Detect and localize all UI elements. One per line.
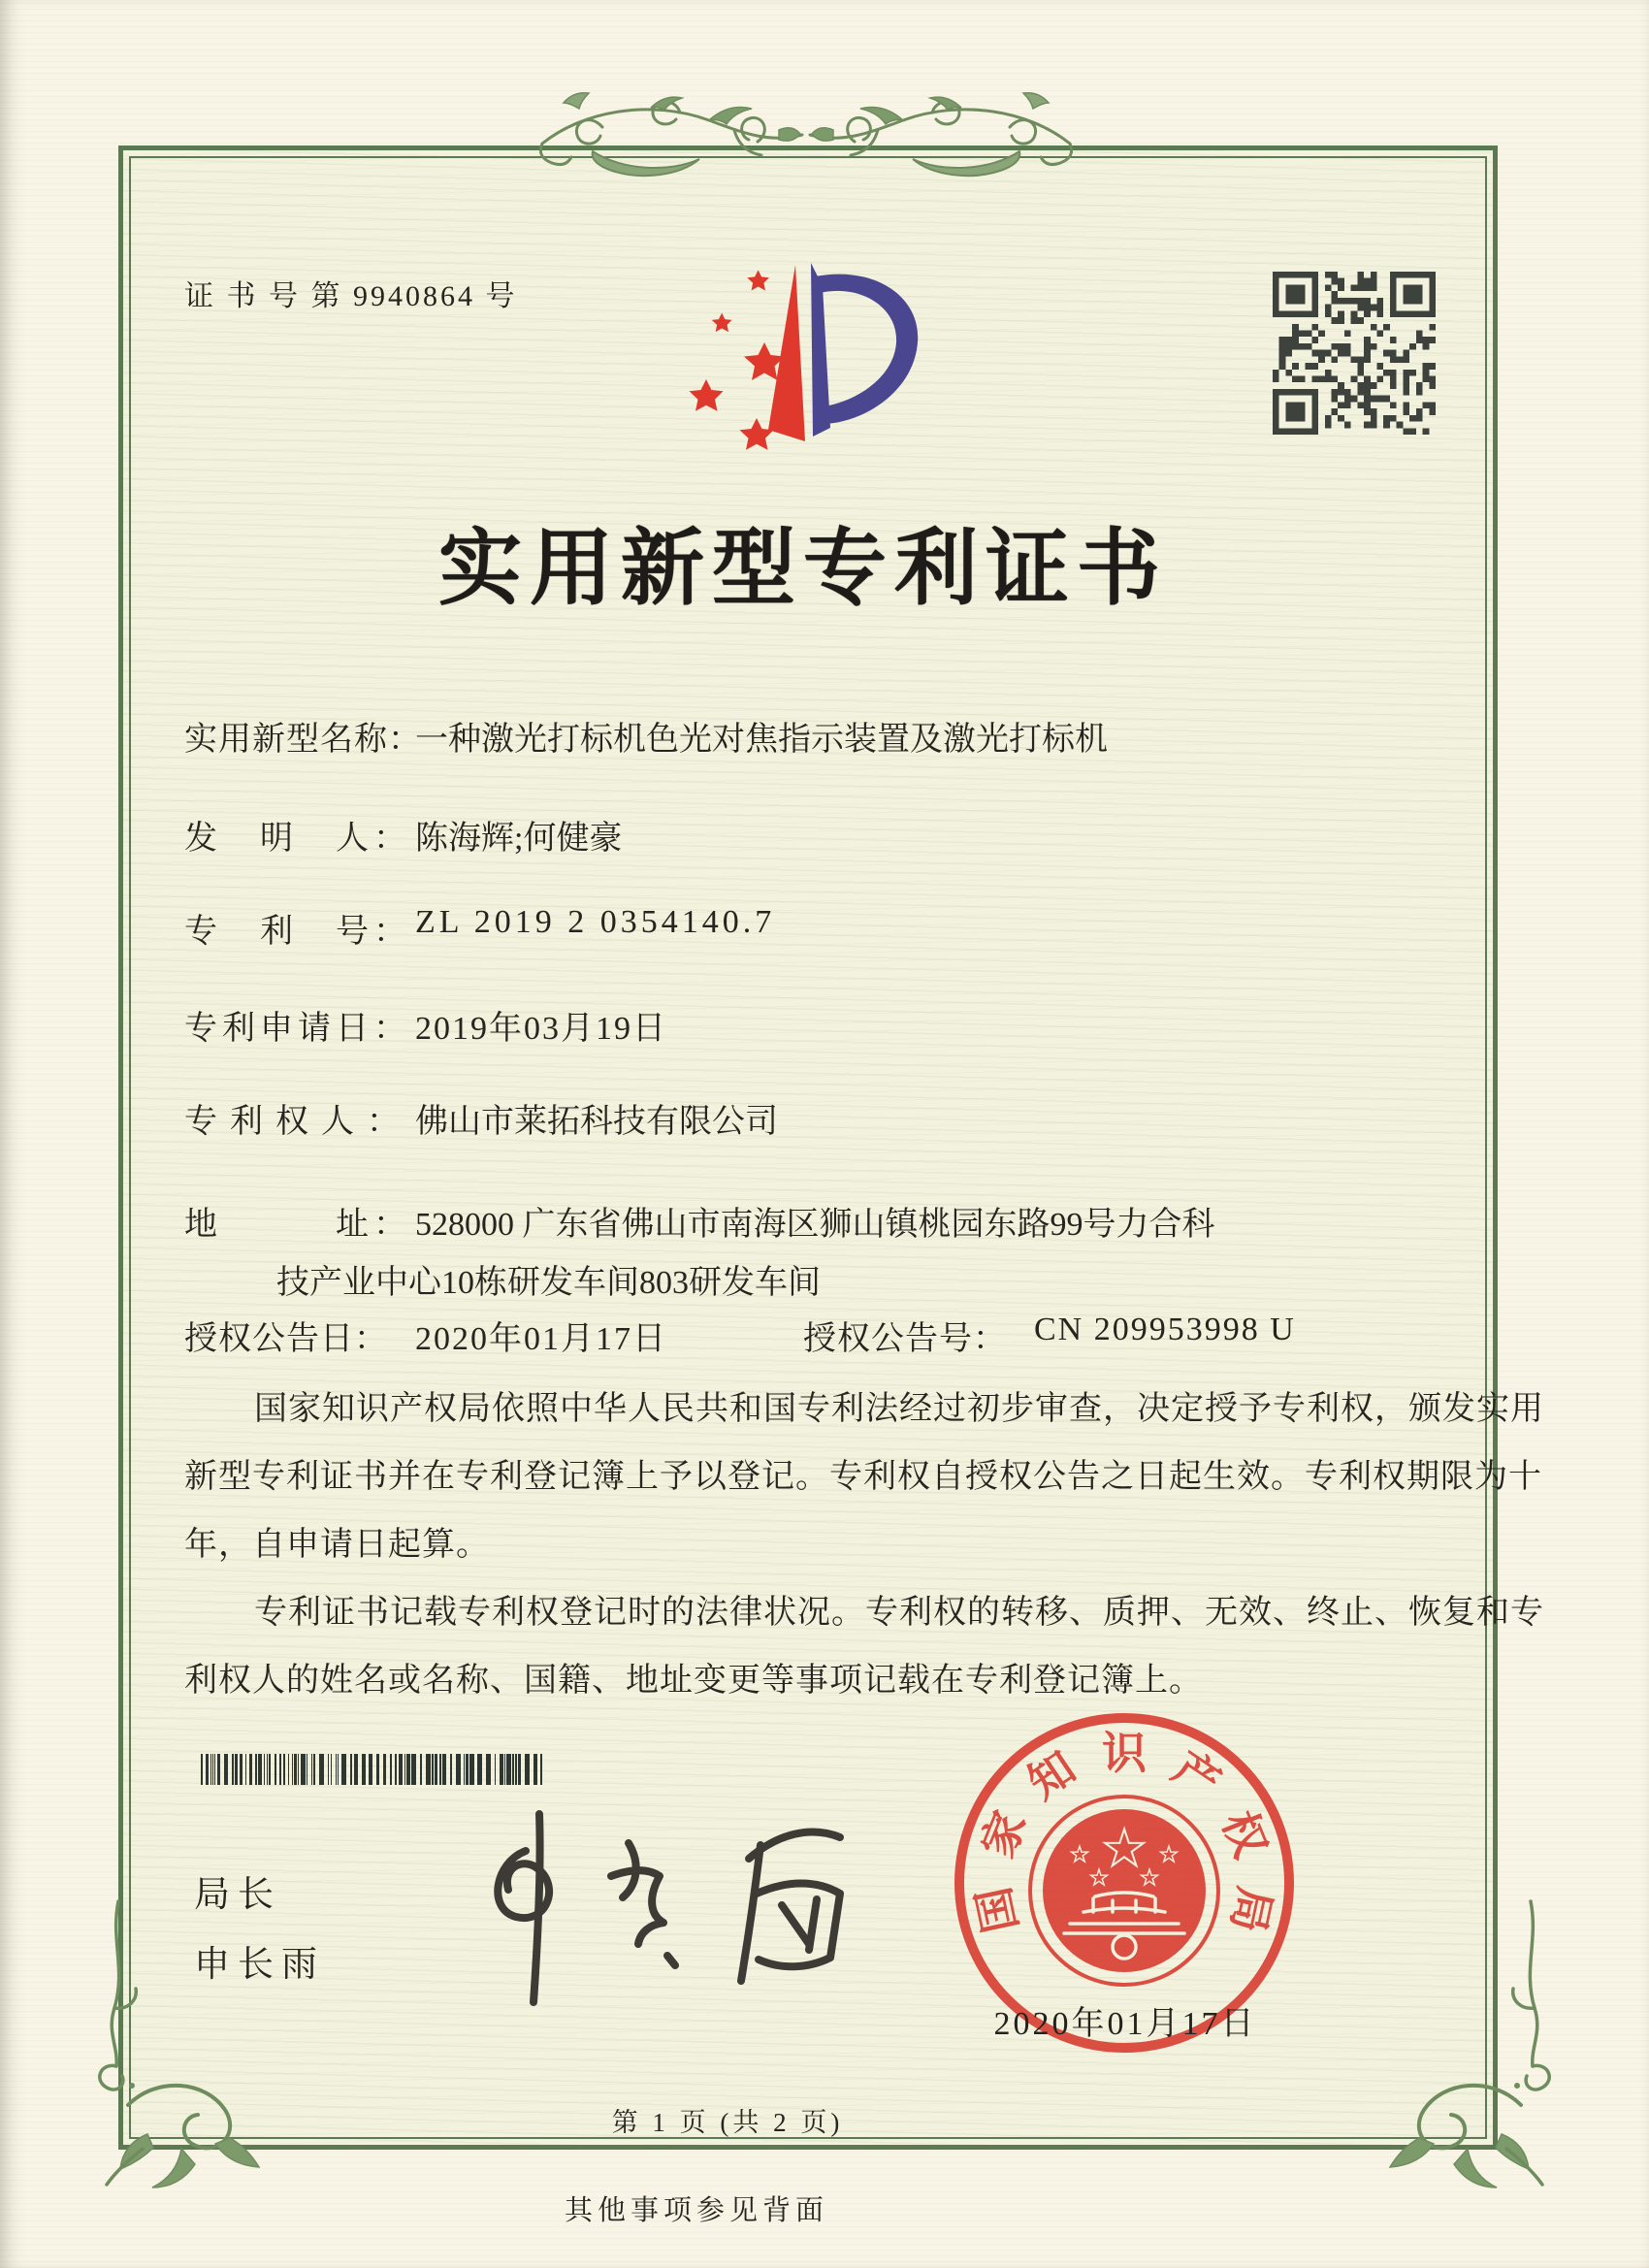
field-value: 陈海辉;何健豪 bbox=[415, 821, 623, 857]
svg-text:识: 识 bbox=[1102, 1729, 1147, 1778]
field-label: 专利权人： bbox=[184, 1104, 412, 1140]
field-value: ZL 2019 2 0354140.7 bbox=[415, 904, 776, 940]
seal-date: 2020年01月17日 bbox=[993, 2006, 1257, 2042]
field-row-filing-date bbox=[0, 1001, 1649, 1050]
field-label: 专 利 号： bbox=[184, 914, 411, 950]
legal-paragraph-line: 专利证书记载专利权登记时的法律状况。专利权的转移、质押、无效、终止、恢复和专 bbox=[254, 1595, 1544, 1631]
field-value: 2019年03月19日 bbox=[415, 1011, 667, 1047]
field-label: 授权公告号： bbox=[803, 1321, 1007, 1357]
certificate-number: 证 书 号 第 9940864 号 bbox=[184, 280, 518, 312]
page-indicator: 第 1 页 (共 2 页) bbox=[611, 2108, 844, 2137]
qr-code-icon bbox=[1273, 272, 1436, 435]
national-emblem-icon bbox=[1030, 1797, 1218, 1985]
field-row-address bbox=[0, 1197, 1649, 1246]
svg-text:★: ★ bbox=[1140, 1866, 1159, 1891]
svg-text:权: 权 bbox=[1212, 1804, 1277, 1864]
director-handwritten-signature-icon bbox=[466, 1800, 883, 2028]
field-label: 地 址： bbox=[184, 1207, 411, 1243]
svg-text:国: 国 bbox=[968, 1882, 1027, 1937]
signatory-title: 局长 bbox=[194, 1874, 281, 1914]
barcode-icon bbox=[201, 1754, 544, 1785]
legal-paragraph-line: 年，自申请日起算。 bbox=[184, 1527, 490, 1563]
legal-paragraph-line: 新型专利证书并在专利登记簿上予以登记。专利权自授权公告之日起生效。专利权期限为十 bbox=[184, 1459, 1542, 1495]
svg-text:知: 知 bbox=[1019, 1742, 1084, 1809]
svg-text:局: 局 bbox=[1221, 1882, 1280, 1937]
field-label: 专利申请日： bbox=[184, 1011, 411, 1047]
field-value: 528000 广东省佛山市南海区狮山镇桃园东路99号力合科 bbox=[415, 1207, 1215, 1243]
field-label: 实用新型名称： bbox=[184, 722, 422, 758]
field-value: 2020年01月17日 bbox=[415, 1321, 667, 1357]
field-row-name bbox=[0, 712, 1649, 761]
svg-text:产: 产 bbox=[1164, 1742, 1229, 1809]
svg-text:★: ★ bbox=[1159, 1843, 1179, 1867]
field-value: 佛山市莱拓科技有限公司 bbox=[415, 1104, 778, 1140]
legal-paragraph-line: 国家知识产权局依照中华人民共和国专利法经过初步审查，决定授予专利权，颁发实用 bbox=[254, 1391, 1544, 1427]
cnipa-logo-icon bbox=[667, 247, 958, 466]
field-row-grant bbox=[0, 1312, 1649, 1360]
svg-text:★: ★ bbox=[1070, 1843, 1089, 1867]
field-label: 授权公告日： bbox=[184, 1321, 388, 1357]
field-row-patent-number bbox=[0, 904, 1649, 953]
field-row-inventor bbox=[0, 811, 1649, 859]
signatory-name: 申长雨 bbox=[194, 1944, 325, 1984]
svg-text:★: ★ bbox=[1101, 1820, 1148, 1878]
field-row-patentee bbox=[0, 1094, 1649, 1143]
field-value-address-line2: 技产业中心10栋研发车间803研发车间 bbox=[276, 1265, 821, 1301]
legal-paragraph-line: 利权人的姓名或名称、国籍、地址变更等事项记载在专利登记簿上。 bbox=[184, 1663, 1203, 1699]
svg-text:家: 家 bbox=[972, 1804, 1036, 1864]
certificate-title: 实用新型专利证书 bbox=[438, 522, 1168, 615]
field-label: 发 明 人： bbox=[184, 821, 411, 857]
back-side-note: 其他事项参见背面 bbox=[564, 2195, 828, 2226]
field-value: CN 209953998 U bbox=[1034, 1312, 1296, 1347]
field-value: 一种激光打标机色光对焦指示装置及激光打标机 bbox=[415, 722, 1108, 758]
svg-text:★: ★ bbox=[1089, 1866, 1109, 1891]
